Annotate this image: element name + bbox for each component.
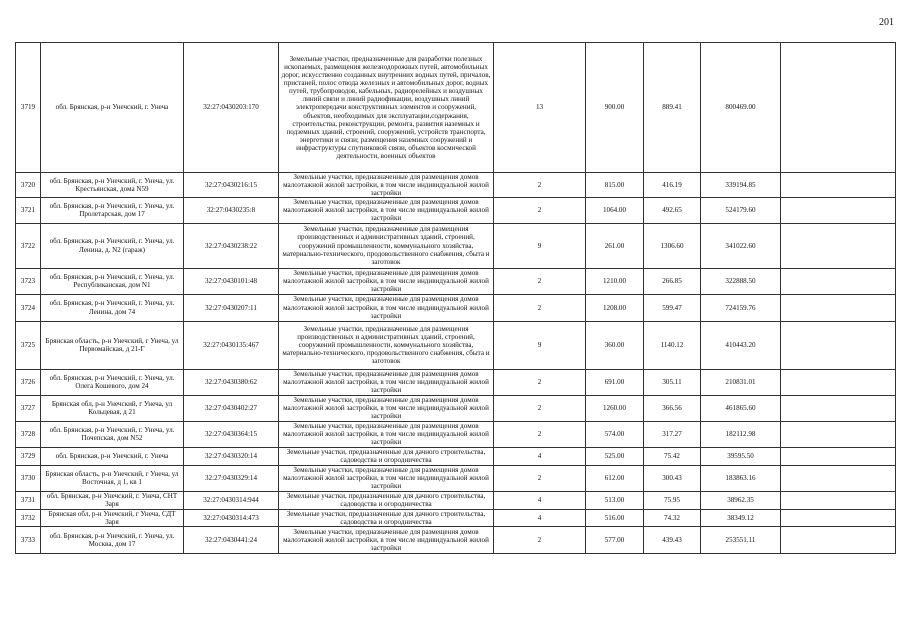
specific-value-cell: 416.19: [644, 173, 701, 198]
cadastral-value-cell: 724159.76: [701, 294, 781, 321]
use-group-code-cell: 4: [494, 491, 586, 509]
empty-cell: [781, 491, 896, 509]
area-cell: 1260.00: [586, 395, 644, 421]
address-cell: Брянская область, р-н Унечский, г Унеча, ул Восточная, д 1, кв 1: [41, 465, 184, 491]
row-number-cell: 3721: [16, 198, 41, 223]
table-row: [16, 369, 896, 395]
use-group-code-cell: 2: [494, 421, 586, 447]
empty-cell: [781, 421, 896, 447]
address-cell: обл. Брянская, р-н Унечский, г. Унеча, СНТ Заря: [41, 491, 184, 509]
empty-cell: [781, 43, 896, 173]
specific-value-cell: 74.32: [644, 509, 701, 526]
permitted-use-cell: Земельные участки, предназначенные для размещения домов малоэтажной жилой застройки, в том числе индивидуальной жилой застройки: [279, 465, 494, 491]
use-group-code-cell: 2: [494, 526, 586, 553]
table-row: [16, 223, 896, 268]
use-group-code-cell: 4: [494, 509, 586, 526]
specific-value-cell: 305.11: [644, 369, 701, 395]
cadastral-value-cell: 524179.60: [701, 198, 781, 223]
table-row: [16, 509, 896, 526]
permitted-use-cell: Земельные участки, предназначенные для размещения домов малоэтажной жилой застройки, в том числе индивидуальной жилой застройки: [279, 421, 494, 447]
specific-value-cell: 300.43: [644, 465, 701, 491]
cadastral-number-cell: 32:27:0430238:22: [184, 223, 279, 268]
cadastral-value-cell: 339194.85: [701, 173, 781, 198]
address-cell: обл. Брянская, р-н Унечский, г. Унеча, ул. Ленина, д. N2 (гараж): [41, 223, 184, 268]
cadastral-value-cell: 253551.11: [701, 526, 781, 553]
empty-cell: [781, 447, 896, 465]
row-number-cell: 3723: [16, 268, 41, 294]
land-registry-table: [15, 42, 896, 554]
area-cell: 574.00: [586, 421, 644, 447]
use-group-code-cell: 2: [494, 395, 586, 421]
permitted-use-cell: Земельные участки, предназначенные для размещения домов малоэтажной жилой застройки, в том числе индивидуальной жилой застройки: [279, 294, 494, 321]
cadastral-number-cell: 32:27:0430235:8: [184, 198, 279, 223]
row-number-cell: 3725: [16, 321, 41, 369]
row-number-cell: 3726: [16, 369, 41, 395]
row-number-cell: 3729: [16, 447, 41, 465]
cadastral-value-cell: 461865.60: [701, 395, 781, 421]
address-cell: обл. Брянская, р-н Унечский, г. Унеча: [41, 43, 184, 173]
area-cell: 1210.00: [586, 268, 644, 294]
cadastral-value-cell: 38349.12: [701, 509, 781, 526]
permitted-use-cell: Земельные участки, предназначенные для дачного строительства, садоводства и огородничества: [279, 491, 494, 509]
cadastral-number-cell: 32:27:0430329:14: [184, 465, 279, 491]
empty-cell: [781, 369, 896, 395]
row-number-cell: 3719: [16, 43, 41, 173]
cadastral-number-cell: 32:27:0430314:473: [184, 509, 279, 526]
page-number: 201: [879, 17, 894, 28]
cadastral-value-cell: 39595.50: [701, 447, 781, 465]
permitted-use-cell: Земельные участки, предназначенные для размещения домов малоэтажной жилой застройки, в том числе индивидуальной жилой застройки: [279, 526, 494, 553]
address-cell: обл. Брянская, р-н Унечский, г. Унеча, ул. Москва, дом 17: [41, 526, 184, 553]
cadastral-value-cell: 182112.98: [701, 421, 781, 447]
permitted-use-cell: Земельные участки, предназначенные для размещения домов малоэтажной жилой застройки, в том числе индивидуальной жилой застройки: [279, 369, 494, 395]
row-number-cell: 3731: [16, 491, 41, 509]
use-group-code-cell: 2: [494, 369, 586, 395]
cadastral-number-cell: 32:27:0430380:62: [184, 369, 279, 395]
address-cell: Брянская обл, р-н Унечский, г Унеча, СДТ Заря: [41, 509, 184, 526]
empty-cell: [781, 294, 896, 321]
cadastral-number-cell: 32:27:0430320:14: [184, 447, 279, 465]
area-cell: 516.00: [586, 509, 644, 526]
cadastral-value-cell: 210831.01: [701, 369, 781, 395]
address-cell: обл. Брянская, р-н Унечский, г. Унеча, ул. Почепская, дом N52: [41, 421, 184, 447]
permitted-use-cell: Земельные участки, предназначенные для дачного строительства, садоводства и огородничества: [279, 509, 494, 526]
address-cell: Брянская область, р-н Унечский, г Унеча, ул Первомайская, д 21-Г: [41, 321, 184, 369]
table-row: [16, 294, 896, 321]
area-cell: 1208.00: [586, 294, 644, 321]
table-row: [16, 395, 896, 421]
area-cell: 1064.00: [586, 198, 644, 223]
cadastral-value-cell: 800469.00: [701, 43, 781, 173]
area-cell: 691.00: [586, 369, 644, 395]
specific-value-cell: 317.27: [644, 421, 701, 447]
area-cell: 815.00: [586, 173, 644, 198]
cadastral-number-cell: 32:27:0430364:15: [184, 421, 279, 447]
row-number-cell: 3730: [16, 465, 41, 491]
use-group-code-cell: 9: [494, 223, 586, 268]
empty-cell: [781, 509, 896, 526]
address-cell: обл. Брянская, р-н Унечский, г. Унеча, ул. Олега Кошевого, дом 24: [41, 369, 184, 395]
specific-value-cell: 366.56: [644, 395, 701, 421]
permitted-use-cell: Земельные участки, предназначенные для размещения домов малоэтажной жилой застройки, в том числе индивидуальной жилой застройки: [279, 268, 494, 294]
use-group-code-cell: 4: [494, 447, 586, 465]
table-row: [16, 421, 896, 447]
specific-value-cell: 75.95: [644, 491, 701, 509]
use-group-code-cell: 2: [494, 268, 586, 294]
empty-cell: [781, 395, 896, 421]
area-cell: 513.00: [586, 491, 644, 509]
cadastral-value-cell: 38962.35: [701, 491, 781, 509]
cadastral-value-cell: 322888.50: [701, 268, 781, 294]
area-cell: 577.00: [586, 526, 644, 553]
cadastral-number-cell: 32:27:0430402:27: [184, 395, 279, 421]
use-group-code-cell: 9: [494, 321, 586, 369]
address-cell: обл. Брянская, р-н Унечский, г. Унеча, ул. Пролетарская, дом 17: [41, 198, 184, 223]
empty-cell: [781, 173, 896, 198]
cadastral-number-cell: 32:27:0430135:467: [184, 321, 279, 369]
row-number-cell: 3732: [16, 509, 41, 526]
cadastral-value-cell: 341022.60: [701, 223, 781, 268]
table-row: [16, 43, 896, 173]
specific-value-cell: 1140.12: [644, 321, 701, 369]
permitted-use-cell: Земельные участки, предназначенные для размещения домов малоэтажной жилой застройки, в том числе индивидуальной жилой застройки: [279, 198, 494, 223]
use-group-code-cell: 2: [494, 294, 586, 321]
table-row: [16, 526, 896, 553]
permitted-use-cell: Земельные участки, предназначенные для размещения производственных и административных зданий, строений, сооружений промышленности, коммунального хозяйства, материально-технического, продовольственного снабжения, сбыта и заготовок: [279, 321, 494, 369]
table-row: [16, 321, 896, 369]
cadastral-value-cell: 410443.20: [701, 321, 781, 369]
row-number-cell: 3728: [16, 421, 41, 447]
specific-value-cell: 889.41: [644, 43, 701, 173]
table-row: [16, 465, 896, 491]
row-number-cell: 3722: [16, 223, 41, 268]
permitted-use-cell: Земельные участки, предназначенные для разработки полезных ископаемых, размещения железнодорожных путей, автомобильных дорог, искусственно созданных внутренних водных путей, причалов, пристаней, полос отвода железных и автомобильных дорог, водных путей, трубопроводов, кабельных, радиорелейных и воздушных линий связи и линий радиофикации, воздушных линий электропередачи конструктивных элементов и сооружений, объектов, необходимых для эксплуатации,содержания, строительства, реконструкции, ремонта, развития наземных и подземных зданий, строений, сооружений, устройств транспорта, энергетики и связи; размещения наземных сооружений и инфраструктуры спутниковой связи, объектов космической деятельности, военных объектов: [279, 43, 494, 173]
area-cell: 525.00: [586, 447, 644, 465]
row-number-cell: 3733: [16, 526, 41, 553]
table-row: [16, 198, 896, 223]
table-body: [16, 43, 896, 554]
empty-cell: [781, 321, 896, 369]
cadastral-number-cell: 32:27:0430101:48: [184, 268, 279, 294]
table-row: [16, 268, 896, 294]
row-number-cell: 3724: [16, 294, 41, 321]
specific-value-cell: 266.85: [644, 268, 701, 294]
row-number-cell: 3720: [16, 173, 41, 198]
address-cell: обл. Брянская, р-н Унечский, г. Унеча, ул. Республиканская, дом N1: [41, 268, 184, 294]
table-row: [16, 491, 896, 509]
permitted-use-cell: Земельные участки, предназначенные для дачного строительства, садоводства и огородничества: [279, 447, 494, 465]
permitted-use-cell: Земельные участки, предназначенные для размещения домов малоэтажной жилой застройки, в том числе индивидуальной жилой застройки: [279, 395, 494, 421]
address-cell: обл. Брянская, р-н Унечский, г. Унеча: [41, 447, 184, 465]
address-cell: обл. Брянская, р-н Унечский, г. Унеча, ул. Ленина, дом 74: [41, 294, 184, 321]
area-cell: 612.00: [586, 465, 644, 491]
cadastral-number-cell: 32:27:0430216:15: [184, 173, 279, 198]
cadastral-number-cell: 32:27:0430203:170: [184, 43, 279, 173]
row-number-cell: 3727: [16, 395, 41, 421]
use-group-code-cell: 2: [494, 198, 586, 223]
empty-cell: [781, 526, 896, 553]
area-cell: 360.00: [586, 321, 644, 369]
permitted-use-cell: Земельные участки, предназначенные для размещения домов малоэтажной жилой застройки, в том числе индивидуальной жилой застройки: [279, 173, 494, 198]
specific-value-cell: 599.47: [644, 294, 701, 321]
table-row: [16, 447, 896, 465]
cadastral-value-cell: 183863.16: [701, 465, 781, 491]
empty-cell: [781, 198, 896, 223]
cadastral-number-cell: 32:27:0430314:944: [184, 491, 279, 509]
use-group-code-cell: 2: [494, 465, 586, 491]
specific-value-cell: 75.42: [644, 447, 701, 465]
specific-value-cell: 1306.60: [644, 223, 701, 268]
address-cell: обл. Брянская, р-н Унечский, г. Унеча, ул. Крестьянская, дома N59: [41, 173, 184, 198]
permitted-use-cell: Земельные участки, предназначенные для размещения производственных и административных зданий, строений, сооружений промышленности, коммунального хозяйства, материально-технического, продовольственного снабжения, сбыта и заготовок: [279, 223, 494, 268]
address-cell: Брянская обл, р-н Унечский, г Унеча, ул Кольцевая, д 21: [41, 395, 184, 421]
specific-value-cell: 492.65: [644, 198, 701, 223]
area-cell: 261.00: [586, 223, 644, 268]
empty-cell: [781, 465, 896, 491]
cadastral-number-cell: 32:27:0430441:24: [184, 526, 279, 553]
specific-value-cell: 439.43: [644, 526, 701, 553]
empty-cell: [781, 268, 896, 294]
table-row: [16, 173, 896, 198]
cadastral-number-cell: 32:27:0430207:11: [184, 294, 279, 321]
use-group-code-cell: 2: [494, 173, 586, 198]
empty-cell: [781, 223, 896, 268]
area-cell: 900.00: [586, 43, 644, 173]
use-group-code-cell: 13: [494, 43, 586, 173]
